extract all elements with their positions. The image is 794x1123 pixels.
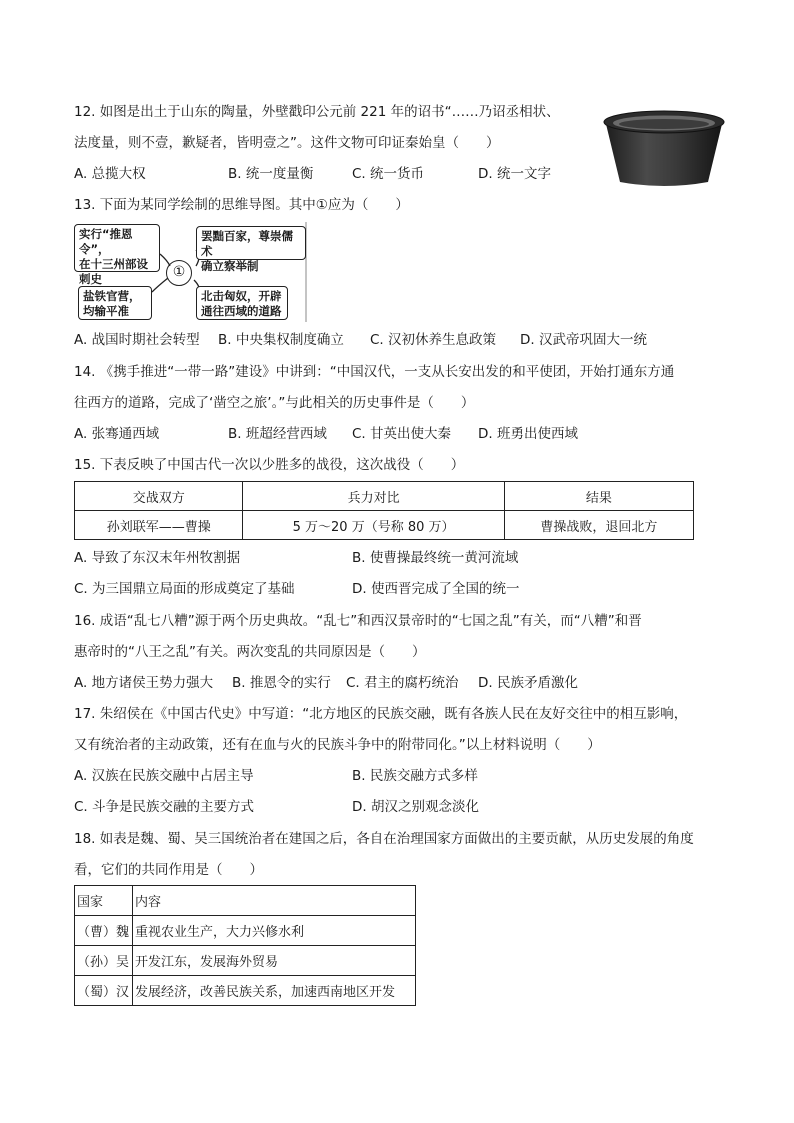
q16-option-c: C. 君主的腐朽统治 (346, 675, 459, 691)
q17-stem-line1: 17. 朱绍侯在《中国古代史》中写道：“北方地区的民族交融，既有各族人民在友好交往中的相互影响， (74, 706, 688, 722)
mind-map-box-tuienling (74, 224, 160, 286)
q15-option-b: B. 使曹操最终统一黄河流域 (352, 550, 519, 566)
mind-map-box1-line3: 刺史 (79, 272, 102, 286)
mind-map-box3-line1: 盐铁官营， (83, 289, 141, 303)
q16-stem-line1: 16. 成语“乱七八糟”源于两个历史典故。“乱七”和西汉景帝时的“七国之乱”有关，而“八糟”和晋 (74, 613, 642, 629)
q15-stem: 15. 下表反映了中国古代一次以少胜多的战役，这次战役（ ） (74, 457, 465, 473)
mind-map-box4-line2: 通往西域的道路 (201, 304, 282, 318)
table-header-row (75, 482, 694, 511)
q14-option-a: A. 张骞通西域 (74, 426, 160, 442)
q12-stem-line2: 法度量，则不壹，歉疑者，皆明壹之”。这件文物可印证秦始皇（ ） (74, 135, 500, 151)
q12-option-d: D. 统一文字 (478, 166, 551, 182)
table-cell: 开发江东，发展海外贸易 (133, 946, 416, 976)
mind-map-box-rushu (196, 226, 306, 273)
table-header-cell: 结果 (504, 482, 693, 511)
q15-battle-table (74, 481, 694, 540)
q12-stem-line1: 12. 如图是出土于山东的陶量，外壁戳印公元前 221 年的诏书“……乃诏丞相状、 (74, 104, 560, 120)
mind-map-box-xiongnu (196, 286, 288, 320)
q13-option-b: B. 中央集权制度确立 (218, 332, 344, 348)
table-cell: 曹操战败，退回北方 (504, 511, 693, 540)
q18-stem-line1: 18. 如表是魏、蜀、吴三国统治者在建国之后，各自在治理国家方面做出的主要贡献，从历史发展的角度 (74, 831, 694, 847)
mind-map-box-yantie (78, 286, 152, 320)
table-cell: （孙）吴 (75, 946, 133, 976)
q17-option-b: B. 民族交融方式多样 (352, 768, 478, 784)
q17-option-c: C. 斗争是民族交融的主要方式 (74, 799, 255, 815)
q14-option-d: D. 班勇出使西域 (478, 426, 578, 442)
q16-option-a: A. 地方诸侯王势力强大 (74, 675, 214, 691)
table-cell: 发展经济，改善民族关系，加速西南地区开发 (133, 976, 416, 1006)
mind-map (72, 220, 308, 324)
table-row (75, 976, 416, 1006)
table-header-cell: 兵力对比 (243, 482, 504, 511)
table-header-row (75, 886, 416, 916)
table-header-cell: 国家 (75, 886, 133, 916)
table-cell: 重视农业生产，大力兴修水利 (133, 916, 416, 946)
table-row (75, 511, 694, 540)
mind-map-box1-line1: 实行“推恩令”， (79, 227, 133, 256)
q14-stem-line1: 14. 《携手推进“一带一路”建设》中讲到：“中国汉代，一支从长安出发的和平使团，开始打通东方通 (74, 364, 675, 380)
table-cell: 孙刘联军——曹操 (75, 511, 243, 540)
pottery-measure-image (600, 106, 728, 190)
q17-option-a: A. 汉族在民族交融中占居主导 (74, 768, 254, 784)
q13-option-c: C. 汉初休养生息政策 (370, 332, 497, 348)
mind-map-box4-line1: 北击匈奴，开辟 (201, 289, 282, 303)
q12-option-a: A. 总揽大权 (74, 166, 146, 182)
q13-option-a: A. 战国时期社会转型 (74, 332, 200, 348)
q16-option-b: B. 推恩令的实行 (232, 675, 331, 691)
q14-option-b: B. 班超经营西域 (228, 426, 327, 442)
q13-option-d: D. 汉武帝巩固大一统 (520, 332, 647, 348)
table-header-cell: 内容 (133, 886, 416, 916)
q17-option-d: D. 胡汉之别观念淡化 (352, 799, 479, 815)
q12-option-c: C. 统一货币 (352, 166, 425, 182)
mind-map-box2-line1: 罢黜百家，尊崇儒术 (201, 229, 293, 258)
q14-option-c: C. 甘英出使大秦 (352, 426, 452, 442)
table-header-cell: 交战双方 (75, 482, 243, 511)
q12-option-b: B. 统一度量衡 (228, 166, 314, 182)
mind-map-box1-line2: 在十三州部设 (79, 257, 148, 271)
mind-map-box2-line2: 确立察举制 (201, 259, 259, 273)
q18-stem-line2: 看，它们的共同作用是（ ） (74, 862, 263, 878)
table-cell: （曹）魏 (75, 916, 133, 946)
q15-option-a: A. 导致了东汉末年州牧割据 (74, 550, 241, 566)
table-row (75, 916, 416, 946)
q16-option-d: D. 民族矛盾激化 (478, 675, 578, 691)
q15-option-c: C. 为三国鼎立局面的形成奠定了基础 (74, 581, 295, 597)
q18-three-kingdoms-table (74, 885, 416, 1006)
q17-stem-line2: 又有统治者的主动政策，还有在血与火的民族斗争中的附带同化。”以上材料说明（ ） (74, 737, 601, 753)
table-cell: （蜀）汉 (75, 976, 133, 1006)
q16-stem-line2: 惠帝时的“八王之乱”有关。两次变乱的共同原因是（ ） (74, 644, 426, 660)
q15-option-d: D. 使西晋完成了全国的统一 (352, 581, 520, 597)
table-row (75, 946, 416, 976)
mind-map-box3-line2: 均输平准 (83, 304, 129, 318)
table-cell: 5 万～20 万（号称 80 万） (243, 511, 504, 540)
q13-stem: 13. 下面为某同学绘制的思维导图。其中①应为（ ） (74, 197, 409, 213)
mind-map-center-node: ① (166, 260, 192, 286)
q14-stem-line2: 往西方的道路，完成了‘凿空之旅’。”与此相关的历史事件是（ ） (74, 395, 475, 411)
